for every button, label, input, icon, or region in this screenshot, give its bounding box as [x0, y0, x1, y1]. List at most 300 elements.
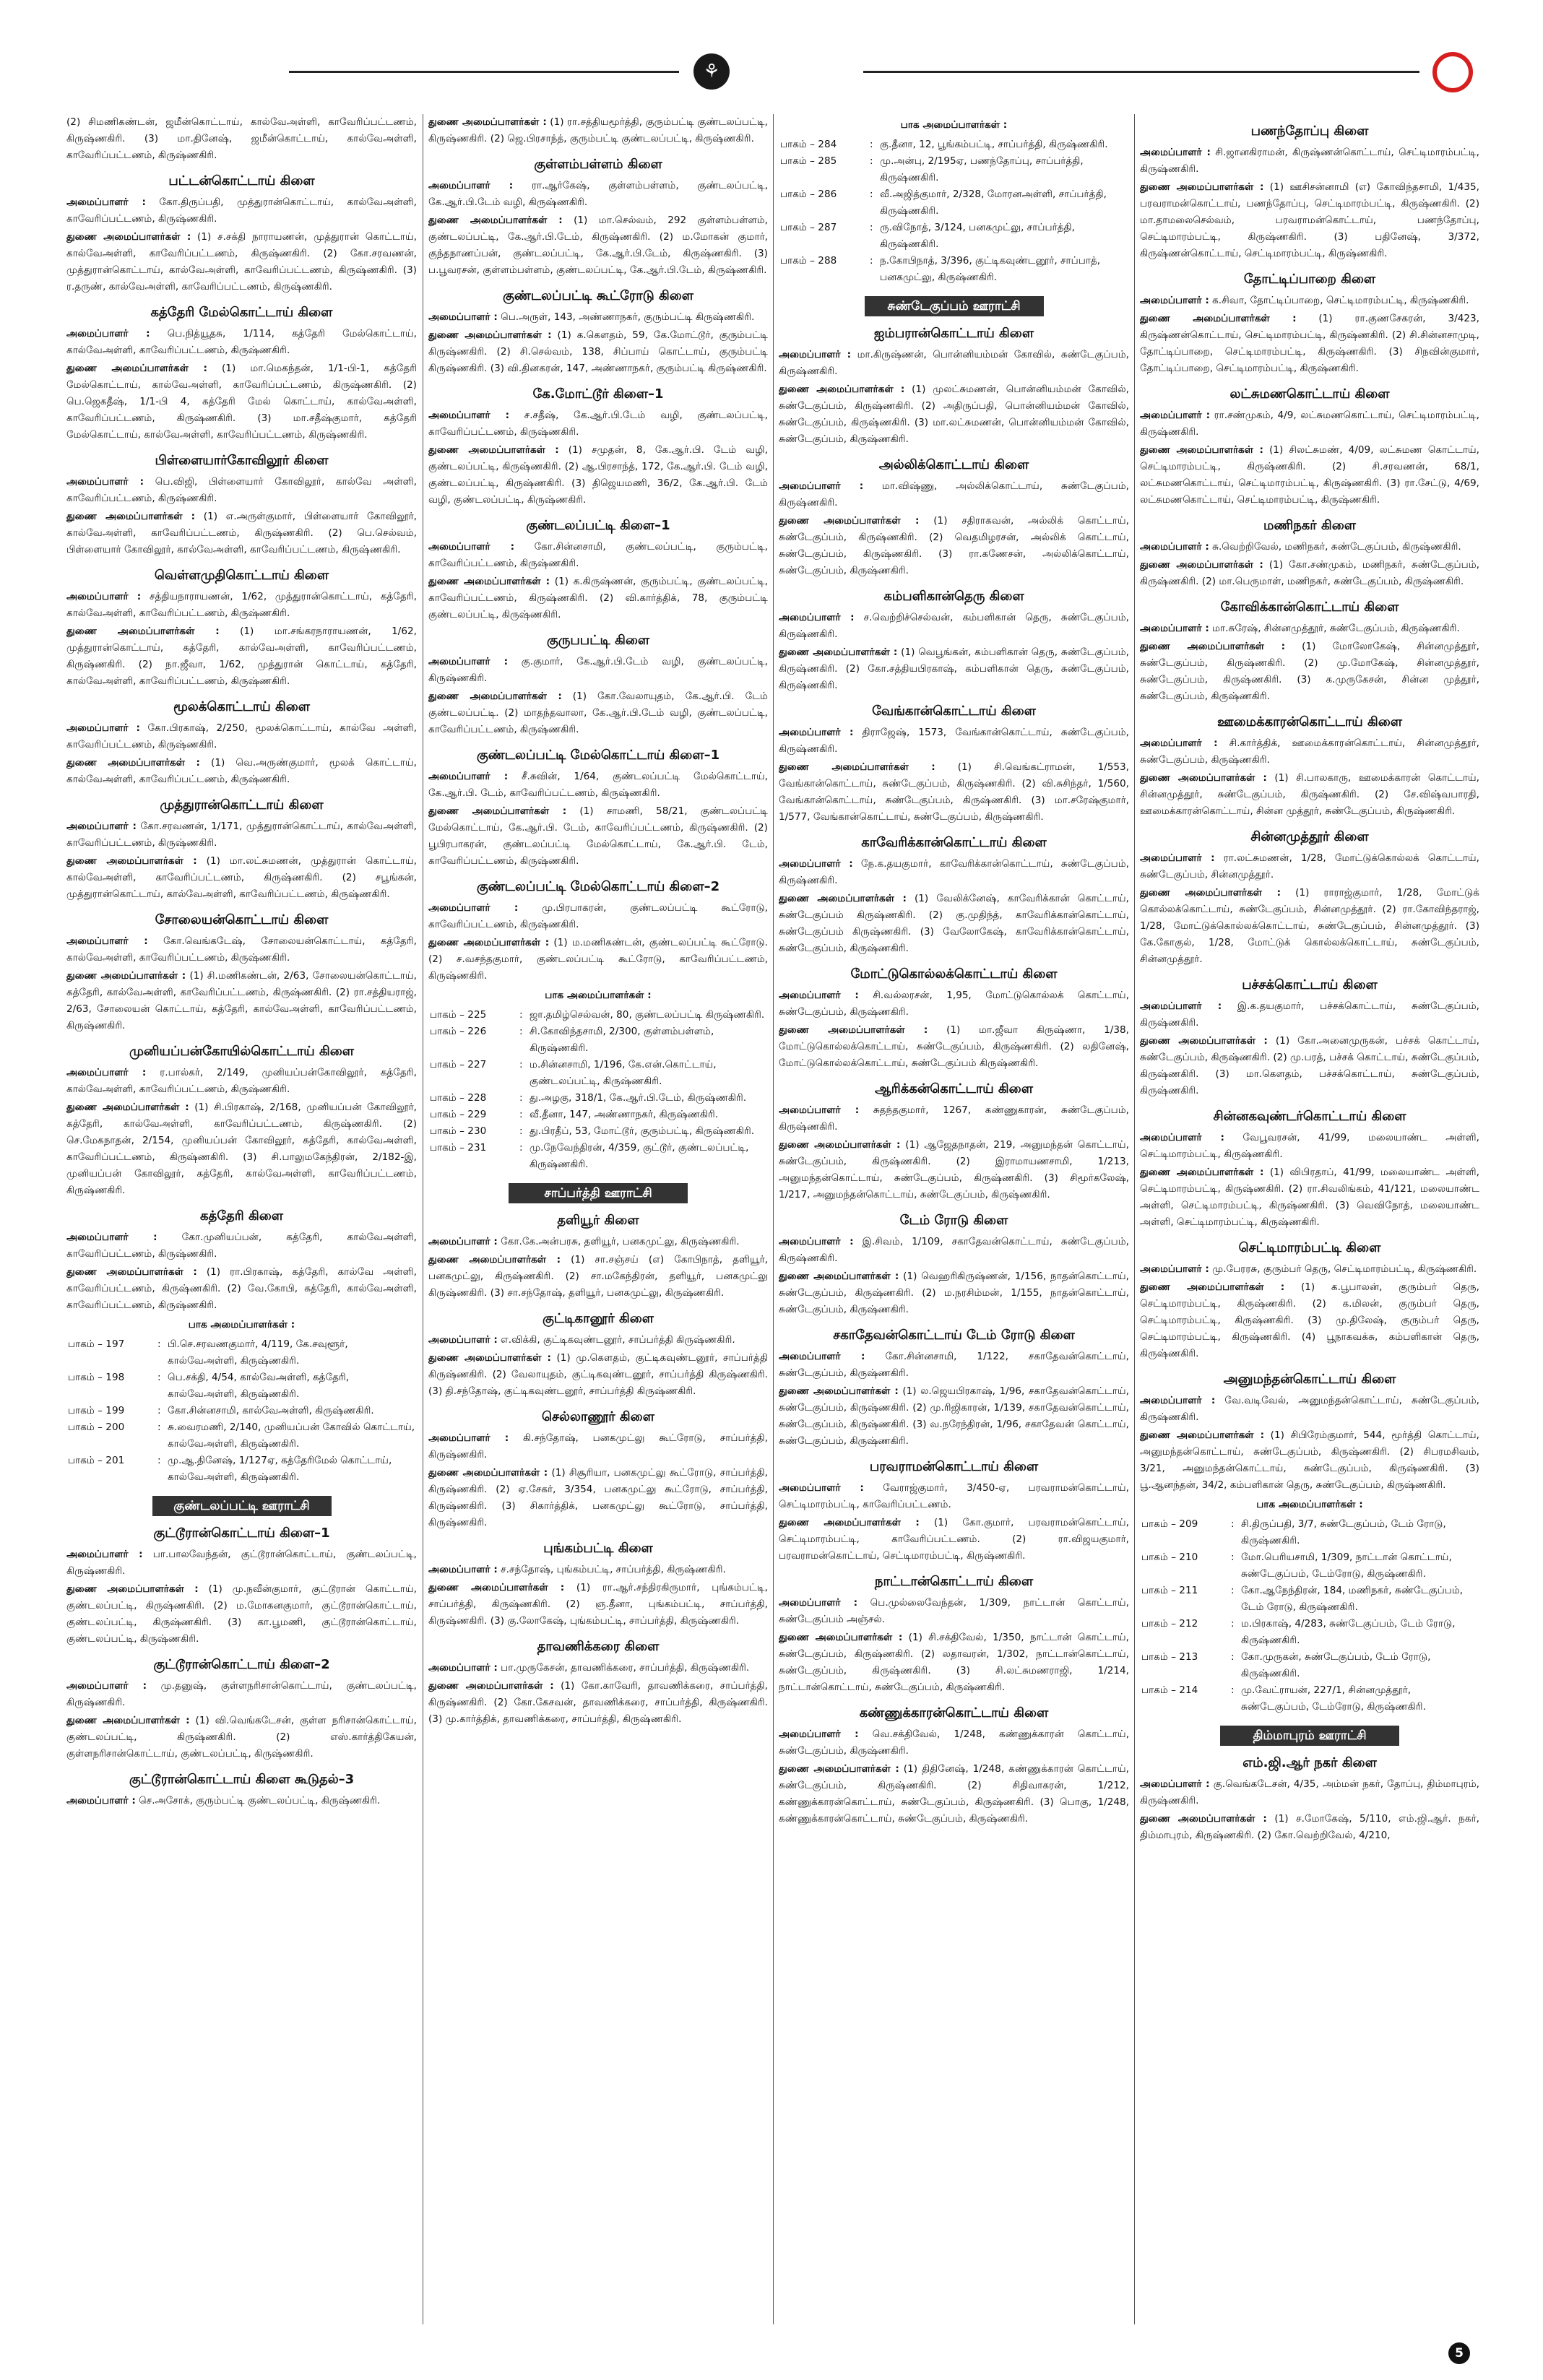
- booth-row: [428, 1007, 768, 1024]
- role-label: அமைப்பாளர் :: [779, 1482, 864, 1494]
- header-rule-right: [863, 71, 1419, 73]
- booth-number: பாகம் – 286: [780, 189, 837, 200]
- role-label: அமைப்பாளர் :: [66, 722, 140, 734]
- branch-heading: குண்டலப்பட்டி கூட்ரோடு கிளை: [503, 288, 693, 303]
- role-label: அமைப்பாளர் :: [428, 410, 510, 421]
- office-bearer-entry: [1140, 770, 1479, 820]
- booth-number: பாகம் – 231: [430, 1142, 487, 1154]
- office-bearer-entry: [428, 654, 768, 687]
- member-details: (1) திதினேஷ், 1/248, கண்ணுக்காரன் கொட்டாய், சுண்டேகுப்பம், கிருஷ்ணகிரி. (2) சிதிவாகரன், 1/212, கண்ணுக்காரன்கொட்டாய், சுண்டேகுப்பம், கிருஷ்ணகிரி. (3) பொகு, 1/248, கண்ணுக்காரன்கொட்டாய், சுண்டேகுப்பம், கிருஷ்ணகிரி.: [779, 1763, 1129, 1825]
- booth-member: கு.தீனா, 12, பூங்கம்பட்டி, சாப்பர்த்தி, கிருஷ்ணகிரி.: [880, 139, 1108, 150]
- branch-heading: கே.மோட்டூர் கிளை–1: [532, 386, 664, 402]
- member-details: மு.பிரபாகரன், குண்டலப்பட்டி கூட்ரோடு, காவேரிப்பட்டணம், கிருஷ்ணகிரி.: [428, 902, 768, 930]
- member-details: கோ.முனியப்பன், கத்தேரி, கால்வேஅள்ளி, காவேரிப்பட்டணம், கிருஷ்ணகிரி.: [66, 1232, 417, 1260]
- branch-heading: குண்டலப்பட்டி கிளை–1: [526, 518, 670, 533]
- role-label: துணை அமைப்பாளர்கள் :: [1140, 181, 1264, 193]
- booth-row: [779, 153, 1129, 186]
- role-label: துணை அமைப்பாளர்கள் :: [428, 1254, 561, 1265]
- role-label: துணை அமைப்பாளர்கள் :: [66, 855, 197, 867]
- office-bearer-entry: [1140, 442, 1479, 509]
- member-details: (1) கோ.வேலாயுதம், கே.ஆர்.பி. டேம் குண்டலப்பட்டி. (2) மாதந்தவாலா, கே.ஆர்.பி.டேம் வழி, குண்டலப்பட்டி, காவேரிப்பட்டணம், கிருஷ்ணகிரி.: [428, 691, 768, 735]
- office-bearer-entry: [779, 381, 1129, 448]
- role-label: அமைப்பாளர் :: [66, 821, 137, 832]
- booth-number: பாகம் – 226: [430, 1026, 487, 1037]
- member-details: (1) மா.மெகந்தன், 1/1-பி-1, கத்தேரி மேல்கொட்டாய், கால்வேஅள்ளி, காவேரிப்பட்டணம், கிருஷ்ணகிரி. (2) பெ.ஜெகதீஷ், 1/1-பி 4, கத்தேரி மேல் கொட்டாய், கால்வேஅள்ளி, காவேரிப்பட்டணம், கிருஷ்ணகிரி. (3) மா.சதீஷ்குமார், கத்தேரி மேல்கொட்டாய், கால்வேஅள்ளி, காவேரிப்பட்டணம், கிருஷ்ணகிரி.: [66, 363, 417, 441]
- role-label: அமைப்பாளர் :: [66, 591, 142, 602]
- role-label: துணை அமைப்பாளர்கள் :: [1140, 641, 1286, 652]
- office-bearer-entry: [66, 1581, 417, 1648]
- member-details: கு.குமார், கே.ஆர்.பி.டேம் வழி, குண்டலப்பட்டி, கிருஷ்ணகிரி.: [428, 656, 768, 684]
- role-label: துணை அமைப்பாளர்கள் :: [779, 1517, 920, 1528]
- member-details: கோ.சின்னசாமி, 1/122, சகாதேவன்கொட்டாய், சுண்டேகுப்பம், கிருஷ்ணகிரி.: [779, 1351, 1129, 1379]
- office-bearer-entry: [66, 1713, 417, 1762]
- office-bearer-entry: [1140, 407, 1479, 441]
- role-label: துணை அமைப்பாளர்கள் :: [1140, 444, 1263, 456]
- branch-heading: மணிநகர் கிளை: [1263, 518, 1356, 533]
- role-label: அமைப்பாளர் :: [428, 180, 514, 191]
- branch-heading: குருபபட்டி கிளை: [546, 633, 650, 648]
- role-label: அமைப்பாளர் :: [779, 858, 853, 870]
- booth-member: கோ.ஆநேந்திரன், 184, மணிநகர், சுண்டேகுப்பம், டேம் ரோடு, கிருஷ்ணகிரி.: [1241, 1585, 1464, 1613]
- booth-member: மு.அன்பு, 2/195ஏ, பணந்தோப்பு, சாப்பர்த்தி, கிருஷ்ணகிரி.: [880, 155, 1084, 183]
- office-bearer-entry: [428, 1678, 768, 1728]
- office-bearer-entry: [1140, 1279, 1479, 1362]
- booth-number: பாகம் – 199: [68, 1405, 125, 1416]
- office-bearer-entry: [779, 644, 1129, 694]
- booth-member: பி.செ.சரவணகுமார், 4/119, கே.சவுளூர், கால்வேஅள்ளி, கிருஷ்ணகிரி.: [168, 1338, 348, 1367]
- role-label: துணை அமைப்பாளர்கள் :: [66, 1266, 197, 1278]
- office-bearer-entry: [428, 688, 768, 738]
- member-details: (1) மு.கௌதம், குட்டிகவுண்டனூர், சாப்பர்த்தி கிருஷ்ணகிரி. (2) வேலாயுதம், குட்டிகவுண்டனூர், சாப்பர்த்தி கிருஷ்ணகிரி. (3) தி.சந்தோஷ், குட்டிகவுண்டனூர், சாப்பர்த்தி கிருஷ்ணகிரி.: [428, 1352, 768, 1397]
- member-details: (1) ம.மணிகண்டன், குண்டலப்பட்டி கூட்ரோடு. (2) ச.வசந்தகுமார், குண்டலப்பட்டி கூட்ரோடு, காவேரிப்பட்டணம், கிருஷ்ணகிரி.: [428, 937, 768, 982]
- booth-separator: :: [157, 1338, 161, 1350]
- office-bearer-entry: [66, 194, 417, 228]
- office-bearer-entry: [1140, 144, 1479, 178]
- role-label: துணை அமைப்பாளர்கள் :: [779, 1632, 903, 1643]
- office-bearer-entry: [779, 759, 1129, 826]
- red-circle-badge: [1432, 52, 1473, 92]
- role-label: துணை அமைப்பாளர்கள் :: [66, 231, 191, 243]
- member-details: (1) முலட்சுமணன், பொன்னியம்மன் கோவில், சுண்டேகுப்பம், கிருஷ்ணகிரி. (2) அதிருப்பதி, பொன்னியம்மன் கோவில், சுண்டேகுப்பம், கிருஷ்ணகிரி. (3) மா.லட்சுமணன், பொன்னியம்மன் கோவில், சுண்டேகுப்பம், கிருஷ்ணகிரி.: [779, 384, 1129, 445]
- booth-member: ரு.விநோத், 3/124, பனகமுட்லு, சாப்பர்த்தி, கிருஷ்ணகிரி.: [880, 222, 1076, 250]
- office-bearer-entry: [779, 1595, 1129, 1628]
- member-details: வேபூவரசன், 41/99, மலையாண்ட அள்ளி, செட்டிமாரம்பட்டி, கிருஷ்ணகிரி.: [1140, 1132, 1479, 1160]
- booth-member: ந.கோபிநாத், 3/396, குட்டிகவுண்டனூர், சாப்பாத், பனகமுட்லு, கிருஷ்ணகிரி.: [880, 255, 1101, 283]
- office-bearer-entry: [66, 326, 417, 359]
- branch-heading: கத்தேரி மேல்கொட்டாய் கிளை: [150, 305, 333, 320]
- role-label: துணை அமைப்பாளர்கள் :: [779, 515, 920, 527]
- member-details: க.சிவா, தோட்டிப்பாறை, செட்டிமாரம்பட்டி, கிருஷ்ணகிரி.: [1212, 295, 1469, 306]
- booth-row: [1140, 1549, 1479, 1583]
- branch-heading: சின்னகவுண்டர்கொட்டாய் கிளை: [1213, 1109, 1406, 1124]
- office-bearer-entry: [779, 610, 1129, 643]
- role-label: துணை அமைப்பாளர்கள் :: [779, 1271, 899, 1282]
- role-label: அமைப்பாளர் :: [66, 1680, 147, 1692]
- member-details: (1) வெபூங்கன், கம்பளிகான் தெரு, சுண்டேகுப்பம், கிருஷ்ணகிரி. (2) கோ.சத்தியபிரகாஷ், கம்பளிகான் தெரு, சுண்டேகுப்பம், கிருஷ்ணகிரி.: [779, 646, 1129, 691]
- branch-heading: சின்னமுத்தூர் கிளை: [1250, 829, 1369, 844]
- booth-heading: பாக அமைப்பாளர்கள் :: [1256, 1499, 1363, 1510]
- panchayat-banner: சுண்டேகுப்பம் ஊராட்சி: [865, 296, 1044, 316]
- office-bearer-entry: [428, 1252, 768, 1302]
- office-bearer-entry: [1140, 998, 1479, 1031]
- branch-heading: எம்.ஜி.ஆர் நகர் கிளை: [1242, 1755, 1377, 1770]
- role-label: அமைப்பாளர் :: [779, 1597, 858, 1609]
- member-details: (1) விபிரதாப், 41/99, மலையாண்ட அள்ளி, செட்டிமாரம்பட்டி, கிருஷ்ணகிரி. (2) ரா.சிவலிங்கம், 41/121, மலையாண்ட அள்ளி, செட்டிமாரம்பட்டி, கிருஷ்ணகிரி. (3) வெவிநோத், மலையாண்ட அள்ளி, செட்டிமாரம்பட்டி, கிருஷ்ணகிரி.: [1140, 1167, 1479, 1228]
- role-label: அமைப்பாளர் :: [66, 1549, 143, 1560]
- booth-list: [428, 1007, 768, 1173]
- role-label: துணை அமைப்பாளர்கள் :: [779, 1024, 928, 1036]
- booth-row: [66, 1453, 417, 1486]
- office-bearer-entry: [1140, 179, 1479, 262]
- role-label: அமைப்பாளர் :: [1140, 1132, 1224, 1143]
- office-bearer-entry: [1140, 1033, 1479, 1099]
- role-label: துணை அமைப்பாளர்கள் :: [779, 384, 905, 395]
- member-details: மா.சுரேஷ், சின்னமுத்தூர், சுண்டேகுப்பம், கிருஷ்ணகிரி.: [1212, 623, 1460, 634]
- booth-number: பாகம் – 210: [1141, 1552, 1198, 1563]
- booth-row: [779, 253, 1129, 286]
- booth-list: [1140, 1516, 1479, 1715]
- booth-list: [779, 137, 1129, 286]
- office-bearer-entry: [66, 933, 417, 966]
- booth-number: பாகம் – 211: [1141, 1585, 1198, 1596]
- member-details: (1) ரா.ஆர்.சந்திரகிருமார், புங்கம்பட்டி, சாப்பர்த்தி, கிருஷ்ணகிரி. (2) ஞ.தீனா, புங்கம்பட்டி, சாப்பர்த்தி, கிருஷ்ணகிரி. (3) கு.லோகேஷ், புங்கம்பட்டி, சாப்பர்த்தி, கிருஷ்ணகிரி.: [428, 1582, 768, 1627]
- panchayat-banner: திம்மாபுரம் ஊராட்சி: [1220, 1726, 1399, 1746]
- role-label: அமைப்பாளர் :: [1140, 852, 1215, 864]
- member-details: (1) கோ.குமார், பரவராமன்கொட்டாய், செட்டிமாரம்பட்டி, காவேரிப்பட்டணம். (2) ரா.விஜயகுமார், பரவராமன்கொட்டாய், செட்டிமாரம்பட்டி, கிருஷ்ணகிரி.: [779, 1517, 1129, 1562]
- branch-heading: பச்சக்கொட்டாய் கிளை: [1242, 977, 1378, 992]
- member-details: (1) சிபிரேம்குமார், 544, மூர்த்தி கொட்டாய், அனுமந்தன்கொட்டாய், சுண்டேகுப்பம், கிருஷ்ணகிரி. (2) சிபரமசிவம், 3/21, அனுமந்தன்கொட்டாய், சுண்டேகுப்பம், கிருஷ்ணகிரி. (3) பூ.ஆனந்தன், 34/2, கம்பளிகான் தெரு, சுண்டேகுப்பம், கிருஷ்ணகிரி.: [1140, 1429, 1479, 1491]
- booth-number: பாகம் – 227: [430, 1059, 487, 1070]
- role-label: துணை அமைப்பாளர்கள் :: [1140, 1429, 1265, 1441]
- booth-separator: :: [519, 1142, 523, 1154]
- branch-heading: டேம் ரோடு கிளை: [899, 1213, 1008, 1228]
- office-bearer-entry: [428, 114, 768, 147]
- role-label: துணை அமைப்பாளர்கள் :: [66, 626, 220, 637]
- member-details: (1) சிலட்சுமண், 4/09, லட்சுமண கொட்டாய், செட்டிமாரம்பட்டி, கிருஷ்ணகிரி. (2) சி.சரவணன், 68/1, லட்சுமணகொட்டாய், செட்டிமாரம்பட்டி, கிருஷ்ணகிரி. (3) ரா.சேட்டு, 4/69, லட்சுமணகொட்டாய், செட்டிமாரம்பட்டி, கிருஷ்ணகிரி.: [1140, 444, 1479, 506]
- office-bearer-entry: [779, 1630, 1129, 1696]
- role-label: அமைப்பாளர் :: [428, 1334, 498, 1346]
- booth-row: [428, 1107, 768, 1123]
- booth-separator: :: [870, 255, 873, 267]
- role-label: துணை அமைப்பாளர்கள் :: [779, 761, 935, 773]
- page-header: [0, 0, 1543, 108]
- member-details: (1) ச.சக்தி நாராயணன், முத்துரான் கொட்டாய், கால்வேஅள்ளி, காவேரிப்பட்டணம், கிருஷ்ணகிரி. (2) கோ.சரவணன், முத்துரான்கொட்டாய், கால்வேஅள்ளி, காவேரிப்பட்டணம், கிருஷ்ணகிரி. (3) ர.தருண், கால்வேஅள்ளி, காவேரிப்பட்டணம், கிருஷ்ணகிரி.: [66, 231, 417, 293]
- booth-row: [428, 1140, 768, 1173]
- office-bearer-entry: [428, 1332, 768, 1349]
- role-label: துணை அமைப்பாளர்கள் :: [779, 1139, 901, 1151]
- role-label: அமைப்பாளர் :: [779, 1104, 860, 1116]
- booth-member: து.பிரதீப், 53, மோட்டூர், குரும்பட்டி, கிருஷ்ணகிரி.: [530, 1125, 755, 1137]
- branch-heading: முனியப்பன்கோயில்கொட்டாய் கிளை: [129, 1044, 355, 1059]
- booth-number: பாகம் – 225: [430, 1009, 487, 1021]
- office-bearer-entry: [428, 309, 768, 326]
- booth-number: பாகம் – 288: [780, 255, 837, 267]
- role-label: அமைப்பாளர் :: [428, 771, 509, 782]
- member-details: (1) வி.வெங்கடேசன், குள்ள நரிசான்கொட்டாய், குண்டலப்பட்டி, கிருஷ்ணகிரி. (2) எஸ்.கார்த்திகேயன், குள்ளநரிசான்கொட்டாய், குண்டலப்பட்டி, கிருஷ்ணகிரி.: [66, 1715, 417, 1760]
- role-label: அமைப்பாளர் :: [779, 1351, 865, 1362]
- booth-separator: :: [157, 1421, 161, 1433]
- office-bearer-entry: [1140, 850, 1479, 883]
- booth-separator: :: [1231, 1518, 1235, 1530]
- role-label: துணை அமைப்பாளர்கள் :: [428, 1680, 554, 1692]
- member-details: (1) சிசூரியா, பனகமுட்லு கூட்ரோடு, சாப்பர்த்தி, கிருஷ்ணகிரி. (2) ஏ.சேகர், 3/354, பனகமுட்லு கூட்ரோடு, சாப்பர்த்தி, கிருஷ்ணகிரி. (3) சிகார்த்திக், பனகமுட்லு கூட்ரோடு, சாப்பர்த்தி, கிருஷ்ணகிரி.: [428, 1467, 768, 1528]
- office-bearer-entry: [779, 856, 1129, 889]
- branch-heading: குட்டூரான்கொட்டாய் கிளை கூடுதல்–3: [129, 1772, 355, 1787]
- member-details: ரா.லட்சுமணன், 1/28, மோட்டுக்கொல்லக் கொட்டாய், சுண்டேகுப்பம், சின்னமுத்தூர்.: [1140, 852, 1479, 880]
- role-label: அமைப்பாளர் :: [779, 349, 852, 360]
- booth-row: [1140, 1616, 1479, 1649]
- member-details: வெ.சக்திவேல், 1/248, கண்ணுக்காரன் கொட்டாய், சுண்டேகுப்பம், கிருஷ்ணகிரி.: [779, 1728, 1129, 1757]
- member-details: (1) வேலிக்னேஷ், காவேரிக்கான் கொட்டாய், சுண்டேகுப்பம் கிருஷ்ணகிரி. (2) கு.முதிந்த், காவேரிக்கான்கொட்டாய், சுண்டேகுப்பம் கிருஷ்ணகிரி. (3) வேலோகேஷ், காவேரிக்கான்கொட்டாய், சுண்டேகுப்பம், கிருஷ்ணகிரி.: [779, 893, 1129, 954]
- role-label: அமைப்பாளர் :: [1140, 541, 1209, 553]
- booth-heading: பாக அமைப்பாளர்கள் :: [188, 1319, 295, 1330]
- booth-member: மு.வேட்ராயன், 227/1, சின்னமுத்தூர், சுண்டேகுப்பம், டேம்ரோடு, கிருஷ்ணகிரி.: [1241, 1684, 1426, 1713]
- member-details: சு.வெற்றிவேல், மணிநகர், சுண்டேகுப்பம், கிருஷ்ணகிரி.: [1212, 541, 1461, 553]
- member-details: (2) சிமணிகண்டன், ஜமீன்கொட்டாய், கால்வேஅள்ளி, காவேரிப்பட்டணம், கிருஷ்ணகிரி. (3) மா.தினேஷ், ஜமீன்கொட்டாய், கால்வேஅள்ளி, காவேரிப்பட்டணம், கிருஷ்ணகிரி.: [66, 116, 417, 161]
- branch-heading: முத்துரான்கொட்டாய் கிளை: [160, 797, 324, 813]
- booth-number: பாகம் – 197: [68, 1338, 125, 1350]
- branch-heading: செட்டிமாரம்பட்டி கிளை: [1238, 1240, 1381, 1255]
- member-details: மு.பேரரசு, குரும்பர் தெரு, செட்டிமாரம்பட்டி, கிருஷ்ணகிரி.: [1212, 1263, 1477, 1275]
- booth-member: வீ.அஜித்குமார், 2/328, மோரனஅள்ளி, சாப்பர்த்தி, கிருஷ்ணகிரி.: [880, 189, 1107, 217]
- role-label: அமைப்பாளர் :: [66, 196, 146, 208]
- member-details: (1) மா.சங்கரநாராயணன், 1/62, முத்துரான்கொட்டாய், கத்தேரி, கால்வேஅள்ளி, காவேரிப்பட்டணம், கிருஷ்ணகிரி. (2) நா.ஜீவா, 1/62, முத்துரான் கொட்டாய், கத்தேரி, கால்வேஅள்ளி, காவேரிப்பட்டணம், கிருஷ்ணகிரி.: [66, 626, 417, 687]
- booth-separator: :: [1231, 1552, 1235, 1563]
- branch-heading: குண்டலப்பட்டி மேல்கொட்டாய் கிளை–2: [476, 879, 720, 894]
- office-bearer-entry: [428, 935, 768, 985]
- member-details: மா.விஷ்ணு, அல்லிக்கொட்டாய், சுண்டேகுப்பம், கிருஷ்ணகிரி.: [779, 480, 1129, 509]
- role-label: அமைப்பாளர் :: [1140, 1395, 1216, 1406]
- booth-member: ஜா.தமிழ்செல்வன், 80, குண்டலப்பட்டி கிருஷ்ணகிரி.: [530, 1009, 765, 1021]
- member-details: பெ.விஜி, பிள்ளையார் கோவிலூர், கால்வே அள்ளி, காவேரிப்பட்டணம், கிருஷ்ணகிரி.: [66, 476, 417, 504]
- panchayat-banner: சாப்பர்த்தி ஊராட்சி: [509, 1183, 688, 1203]
- member-details: பெ.நித்யூதசு, 1/114, கத்தேரி மேல்கொட்டாய், கால்வேஅள்ளி, காவேரிப்பட்டணம், கிருஷ்ணகிரி.: [66, 328, 417, 356]
- member-details: (1) சி.பிரகாஷ், 2/168, முனியப்பன் கோவிலூர், கத்தேரி, கால்வேஅள்ளி, காவேரிப்பட்டணம், கிருஷ்ணகிரி. (2) செ.மேகநாதன், 2/154, முனியப்பன் கோவிலூர், கத்தேரி, கால்வேஅள்ளி, காவேரிப்பட்டணம், கிருஷ்ணகிரி. (3) சி.பாலுமகேந்திரன், 2/182-இ, முனியப்பன் கோவிலூர், கத்தேரி, கால்வேஅள்ளி, காவேரிப்பட்டணம், கிருஷ்ணகிரி.: [66, 1102, 417, 1196]
- office-bearer-entry: [779, 1480, 1129, 1513]
- role-label: துணை அமைப்பாளர்கள் :: [428, 444, 559, 456]
- role-label: அமைப்பாளர் :: [779, 990, 859, 1001]
- booth-member: ம.சின்னசாமி, 1/196, கே.என்.கொட்டாய், குண்டலப்பட்டி, கிருஷ்ணகிரி.: [530, 1059, 717, 1087]
- office-bearer-entry: [779, 1761, 1129, 1827]
- office-bearer-entry: [428, 327, 768, 377]
- branch-heading: குட்டிகானூர் கிளை: [543, 1311, 654, 1326]
- member-details: ச.சந்தோஷ், புங்கம்பட்டி, சாப்பர்த்தி, கிருஷ்ணகிரி.: [501, 1564, 726, 1575]
- member-details: பெ.முல்லைவேந்தன், 1/309, நாட்டான் கொட்டாய், சுண்டேகுப்பம் அஞ்சல்.: [779, 1597, 1129, 1625]
- role-label: துணை அமைப்பாளர்கள் :: [779, 1763, 899, 1775]
- branch-heading: ஊமைக்காரன்கொட்டாய் கிளை: [1216, 714, 1403, 730]
- member-details: (1) க.கௌதம், 59, கே.மோட்டூர், குரும்பட்டி கிருஷ்ணகிரி. (2) சி.செல்வம், 138, சிப்பாய் கொட்டாய், குரும்பட்டி கிருஷ்ணகிரி. (3) வி.தினகரன், 147, அண்ணாநகர், குரும்பட்டி கிருஷ்ணகிரி.: [428, 329, 768, 374]
- booth-separator: :: [519, 1109, 523, 1120]
- role-label: துணை அமைப்பாளர்கள் :: [66, 1583, 199, 1595]
- booth-number: பாகம் – 228: [430, 1092, 487, 1104]
- member-details: (1) மா.ஜீவா கிருஷ்ணா, 1/38, மோட்டுகொல்லக்கொட்டாய், சுண்டேகுப்பம், கிருஷ்ணகிரி. (2) லதினேஷ், மோட்டுகொல்லக்கொட்டாய், சுண்டேகுப்பம் கிருஷ்ணகிரி.: [779, 1024, 1129, 1069]
- role-label: அமைப்பாளர் :: [428, 311, 498, 323]
- office-bearer-entry: [66, 968, 417, 1034]
- member-details: ச.வெற்றிச்செல்வன், கம்பளிகான் தெரு, சுண்டேகுப்பம், கிருஷ்ணகிரி.: [779, 612, 1129, 640]
- booth-separator: :: [519, 1009, 523, 1021]
- role-label: அமைப்பாளர் :: [66, 1795, 136, 1806]
- office-bearer-entry: [1140, 1776, 1479, 1809]
- booth-member: து.அழகு, 318/1, கே.ஆர்.பி.டேம், கிருஷ்ணகிரி.: [530, 1092, 747, 1104]
- office-bearer-entry: [66, 1678, 417, 1711]
- office-bearer-entry: [779, 347, 1129, 380]
- office-bearer-entry: [779, 987, 1129, 1021]
- office-bearer-entry: [428, 1350, 768, 1400]
- role-label: துணை அமைப்பாளர்கள் :: [1140, 1281, 1285, 1293]
- column-4: [1140, 114, 1479, 2324]
- booth-separator: :: [519, 1092, 523, 1104]
- member-details: (1) க.பூபாலன், குரும்பர் தெரு, செட்டிமாரம்பட்டி, கிருஷ்ணகிரி. (2) க.மிலன், குரும்பர் தெரு, செட்டிமாரம்பட்டி, கிருஷ்ணகிரி. (3) மு.திலேஷ், குரும்பர் தெரு, செட்டிமாரம்பட்டி, கிருஷ்ணகிரி. (4) பூநாகவக்சு, கம்பளிகான் தெரு, கிருஷ்ணகிரி.: [1140, 1281, 1479, 1359]
- role-label: அமைப்பாளர் :: [779, 727, 854, 738]
- booth-member: ம.பிரகாஷ், 4/283, சுண்டேகுப்பம், டேம் ரோடு, கிருஷ்ணகிரி.: [1241, 1618, 1456, 1646]
- branch-heading: மூலக்கொட்டாய் கிளை: [173, 699, 311, 714]
- role-label: அமைப்பாளர் :: [428, 1564, 498, 1575]
- role-label: துணை அமைப்பாளர்கள் :: [779, 893, 907, 904]
- role-label: துணை அமைப்பாளர்கள் :: [1140, 887, 1281, 899]
- role-label: அமைப்பாளர் :: [428, 902, 519, 914]
- office-bearer-entry: [66, 1099, 417, 1199]
- role-label: துணை அமைப்பாளர்கள் :: [428, 215, 563, 226]
- booth-row: [428, 1090, 768, 1107]
- booth-separator: :: [519, 1125, 523, 1137]
- member-details: பெ.அருள், 143, அண்ணாநகர், குரும்பட்டி கிருஷ்ணகிரி.: [501, 311, 755, 323]
- booth-number: பாகம் – 213: [1141, 1651, 1198, 1663]
- role-label: துணை அமைப்பாளர்கள் :: [428, 1582, 565, 1593]
- branch-heading: புங்கம்பட்டி கிளை: [543, 1541, 653, 1556]
- office-bearer-entry: [66, 720, 417, 753]
- office-bearer-entry: [66, 1229, 417, 1263]
- booth-row: [779, 137, 1129, 153]
- member-details: நே.க.தயகுமார், காவேரிக்கான்கொட்டாய், சுண்டேகுப்பம், கிருஷ்ணகிரி.: [779, 858, 1129, 886]
- member-details: கோ.சின்னசாமி, குண்டலப்பட்டி, குரும்பட்டி, காவேரிப்பட்டணம், கிருஷ்ணகிரி.: [428, 541, 768, 569]
- office-bearer-entry: [66, 1065, 417, 1098]
- member-details: சத்தியநாராயணன், 1/62, முத்துரான்கொட்டாய், கத்தேரி, கால்வேஅள்ளி, காவேரிப்பட்டணம், கிருஷ்ணகிரி.: [66, 591, 417, 619]
- branch-heading: செல்லாணூர் கிளை: [542, 1409, 654, 1424]
- member-details: (1) மா.லட்சுமணன், முத்துரான் கொட்டாய், கால்வேஅள்ளி, காவேரிப்பட்டணம், கிருஷ்ணகிரி. (2) சபூங்கன், முத்துரான்கொட்டாய், கால்வேஅள்ளி, காவேரிப்பட்டணம், கிருஷ்ணகிரி.: [66, 855, 417, 900]
- member-details: (1) கோ.சண்முகம், மணிநகர், சுண்டேகுப்பம், கிருஷ்ணகிரி. (2) மா.பெருமாள், மணிநகர், சுண்டேகுப்பம், கிருஷ்ணகிரி.: [1140, 559, 1479, 587]
- office-bearer-entry: [1140, 620, 1479, 637]
- member-details: சி.கார்த்திக், ஊமைக்காரன்கொட்டாய், சின்னமுத்தூர், சுண்டேகுப்பம், கிருஷ்ணகிரி.: [1140, 737, 1479, 766]
- member-details: (1) எ.அருள்குமார், பிள்ளையார் கோவிலூர், கால்வேஅள்ளி, காவேரிப்பட்டணம், கிருஷ்ணகிரி. (2) பெ.செல்வம், பிள்ளையார் கோவிலூர், கால்வேஅள்ளி, காவேரிப்பட்டணம், கிருஷ்ணகிரி.: [66, 511, 417, 555]
- member-details: கோ.திருப்பதி, முத்துரான்கொட்டாய், கால்வேஅள்ளி, காவேரிப்பட்டணம், கிருஷ்ணகிரி.: [66, 196, 417, 225]
- booth-member: வீ.தீனா, 147, அண்ணாநகர், கிருஷ்ணகிரி.: [530, 1109, 719, 1120]
- office-bearer-entry: [779, 1234, 1129, 1267]
- role-label: அமைப்பாளர் :: [66, 935, 148, 947]
- office-bearer-entry: [1140, 1261, 1479, 1278]
- booth-row: [66, 1419, 417, 1453]
- office-bearer-entry: [428, 178, 768, 211]
- member-details: கோ.வெங்கடேஷ், சோலையன்கொட்டாய், கத்தேரி, கால்வேஅள்ளி, காவேரிப்பட்டணம், கிருஷ்ணகிரி.: [66, 935, 417, 964]
- role-label: அமைப்பாளர் :: [428, 1236, 498, 1247]
- booth-row: [66, 1369, 417, 1403]
- branch-heading: அல்லிக்கொட்டாய் கிளை: [878, 457, 1029, 472]
- member-details: வே.வடிவேல், அனுமந்தன்கொட்டாய், சுண்டேகுப்பம், கிருஷ்ணகிரி.: [1140, 1395, 1479, 1423]
- branch-heading: கம்பளிகான்தெரு கிளை: [883, 589, 1024, 604]
- office-bearer-entry: [428, 407, 768, 441]
- member-details: (1) ரா.சத்தியமூர்த்தி, குரும்பட்டி குண்டலப்பட்டி, கிருஷ்ணகிரி. (2) ஜெ.பிரசாந்த், குரும்பட்டி குண்டலப்பட்டி, கிருஷ்ணகிரி.: [428, 116, 768, 144]
- office-bearer-entry: [1140, 293, 1479, 309]
- role-label: அமைப்பாளர் :: [66, 328, 150, 339]
- role-label: துணை அமைப்பாளர்கள் :: [779, 646, 898, 658]
- member-details: (1) ரா.பிரகாஷ், கத்தேரி, கால்வே அள்ளி, காவேரிப்பட்டணம், கிருஷ்ணகிரி. (2) வே.கோபி, கத்தேரி, கால்வேஅள்ளி, காவேரிப்பட்டணம், கிருஷ்ணகிரி.: [66, 1266, 417, 1311]
- role-label: துணை அமைப்பாளர்கள் :: [66, 511, 196, 522]
- member-details: (1) சாமணி, 58/21, குண்டலப்பட்டி மேல்கொட்டாய், கே.ஆர்.பி. டேம், காவேரிப்பட்டணம், கிருஷ்ணகிரி. (2) பூபிரபாகரன், குண்டலப்பட்டி மேல்கொட்டாய், கே.ஆர்.பி. டேம், காவேரிப்பட்டணம், கிருஷ்ணகிரி.: [428, 805, 768, 867]
- member-details: மா.கிருஷ்ணன், பொன்னியம்மன் கோவில், சுண்டேகுப்பம், கிருஷ்ணகிரி.: [779, 349, 1129, 377]
- office-bearer-entry: [66, 509, 417, 558]
- member-details: (1) சி.வெங்கட்ராமன், 1/553, வேங்கான்கொட்டாய், சுண்டேகுப்பம், கிருஷ்ணகிரி. (2) வி.சுசிந்தர், 1/560, வேங்கான்கொட்டாய், சுண்டேகுப்பம், கிருஷ்ணகிரி. (3) மா.சரேஷ்குமார், 1/577, வேங்கான்கொட்டாய், சுண்டேகுப்பம், கிருஷ்ணகிரி.: [779, 761, 1129, 823]
- role-label: அமைப்பாளர் :: [779, 480, 864, 492]
- member-details: (1) ல.ஜெயபிரகாஷ், 1/96, சகாதேவன்கொட்டாய், சுண்டேகுப்பம், கிருஷ்ணகிரி. (2) மு.ரிஜிகாரன், 1/139, சகாதேவன்கொட்டாய், சுண்டேகுப்பம், கிருஷ்ணகிரி. (3) வ.நரேந்திரன், 1/96, சகாதேவன் கொட்டாய், சுண்டேகுப்பம், கிருஷ்ணகிரி.: [779, 1385, 1129, 1447]
- office-bearer-entry: [1140, 1427, 1479, 1494]
- member-details: (1) ராராஜ்குமார், 1/28, மோட்டுக் கொல்லக்கொட்டாய், சுண்டேகுப்பம், சின்னமுத்தூர். (2) ரா.கோவிந்தராஜ், 1/28, மோட்டுக்கொல்லக்கொட்டாய், சுண்டேகுப்பம், சின்னமுத்தூர். (3) கே.கோகுல், 1/28, மோட்டுக் கொல்லக்கொட்டாய், சுண்டேகுப்பம், சின்னமுத்தூர்.: [1140, 887, 1479, 965]
- office-bearer-entry: [66, 1264, 417, 1314]
- branch-heading: கத்தேரி கிளை: [200, 1208, 283, 1224]
- office-bearer-entry: [428, 212, 768, 279]
- role-label: அமைப்பாளர் :: [428, 656, 509, 667]
- booth-separator: :: [1231, 1585, 1235, 1596]
- booth-separator: :: [519, 1059, 523, 1070]
- role-label: அமைப்பாளர் :: [779, 1236, 854, 1247]
- booth-separator: :: [157, 1372, 161, 1383]
- member-details: கோ.கே.அன்பரசு, தளியூர், பனகமுட்லு, கிருஷ்ணகிரி.: [501, 1236, 740, 1247]
- booth-number: பாகம் – 287: [780, 222, 837, 233]
- office-bearer-entry: [66, 114, 417, 164]
- office-bearer-entry: [66, 589, 417, 622]
- office-bearer-entry: [1140, 557, 1479, 590]
- booth-separator: :: [1231, 1651, 1235, 1663]
- member-details: எ.விக்கி, குட்டிகவுண்டனூர், சாப்பர்த்தி கிருஷ்ணகிரி.: [501, 1334, 735, 1346]
- booth-row: [1140, 1682, 1479, 1715]
- booth-row: [428, 1123, 768, 1140]
- role-label: துணை அமைப்பாளர்கள் :: [66, 970, 186, 982]
- member-details: சுதந்தகுமார், 1267, கண்ணுகாரன், சுண்டேகுப்பம், கிருஷ்ணகிரி.: [779, 1104, 1129, 1133]
- role-label: துணை அமைப்பாளர்கள் :: [428, 1467, 548, 1479]
- member-details: (1) கோ.காவேரி, தாவணிக்கரை, சாப்பர்த்தி, கிருஷ்ணகிரி. (2) கோ.கேசவன், தாவணிக்கரை, சாப்பர்த்தி, கிருஷ்ணகிரி. (3) மு.கார்த்திக், தாவணிக்கரை, சாப்பர்த்தி, கிருஷ்ணகிரி.: [428, 1680, 768, 1725]
- role-label: அமைப்பாளர் :: [1140, 623, 1209, 634]
- role-label: அமைப்பாளர் :: [1140, 295, 1209, 306]
- booth-row: [1140, 1583, 1479, 1616]
- office-bearer-entry: [428, 574, 768, 623]
- role-label: துணை அமைப்பாளர்கள் :: [1140, 1813, 1267, 1825]
- member-details: திராஜேஷ், 1573, வேங்கான்கொட்டாய், சுண்டேகுப்பம், கிருஷ்ணகிரி.: [779, 727, 1129, 755]
- office-bearer-entry: [428, 1465, 768, 1531]
- office-bearer-entry: [428, 1430, 768, 1463]
- booth-list: [66, 1336, 417, 1486]
- booth-row: [779, 186, 1129, 220]
- booth-number: பாகம் – 230: [430, 1125, 487, 1137]
- booth-member: கோ.முருகன், சுண்டேகுப்பம், டேம் ரோடு, கிருஷ்ணகிரி.: [1241, 1651, 1431, 1679]
- role-label: துணை அமைப்பாளர்கள் :: [428, 576, 550, 587]
- office-bearer-entry: [779, 1726, 1129, 1760]
- branch-heading: குட்டூரான்கொட்டாய் கிளை–2: [153, 1657, 330, 1672]
- member-details: ரா.சண்முகம், 4/9, லட்சுமணகொட்டாய், செட்டிமாரம்பட்டி, கிருஷ்ணகிரி.: [1140, 410, 1479, 438]
- office-bearer-entry: [779, 1137, 1129, 1203]
- office-bearer-entry: [1140, 311, 1479, 377]
- office-bearer-entry: [428, 1580, 768, 1630]
- office-bearer-entry: [66, 1793, 417, 1809]
- booth-member: மு.ஆ.தினேஷ், 1/127ஏ, கத்தேரிமேல் கொட்டாய், கால்வேஅள்ளி, கிருஷ்ணகிரி.: [168, 1455, 392, 1483]
- office-bearer-entry: [66, 755, 417, 788]
- booth-heading: பாக அமைப்பாளர்கள் :: [900, 119, 1008, 131]
- column-divider: [773, 114, 774, 2324]
- role-label: அமைப்பாளர் :: [428, 1662, 498, 1674]
- role-label: துணை அமைப்பாளர்கள் :: [66, 363, 207, 374]
- office-bearer-entry: [428, 769, 768, 802]
- booth-separator: :: [157, 1405, 161, 1416]
- branch-heading: குட்டூரான்கொட்டாய் கிளை–1: [153, 1526, 330, 1541]
- member-details: (1) க.கிருஷ்ணன், குரும்பட்டி, குண்டலப்பட்டி, காவேரிப்பட்டணம், கிருஷ்ணகிரி. (2) வி.கார்த்திக், 78, குரும்பட்டி குண்டலப்பட்டி, கிருஷ்ணகிரி.: [428, 576, 768, 620]
- role-label: அமைப்பாளர் :: [779, 612, 855, 623]
